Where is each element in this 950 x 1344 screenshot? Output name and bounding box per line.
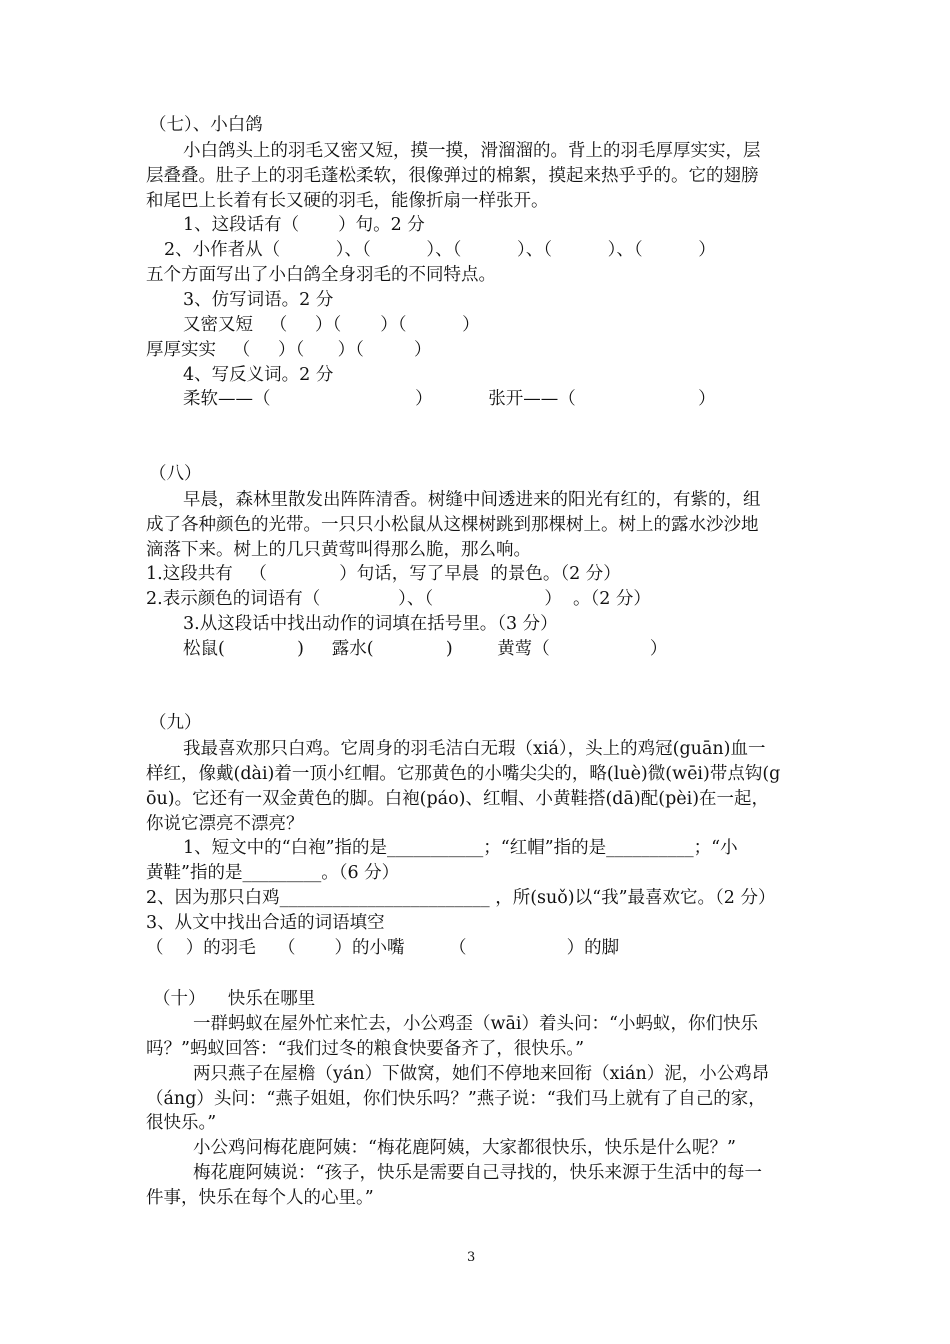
section-9-passage-line: 样红，像戴(dài)着一顶小红帽。它那黄色的小嘴尖尖的，略(luè)微(wēi)带点钩(g	[146, 764, 781, 784]
section-7-question-2: 2、小作者从（ ）、（ ）、（ ）、（ ）、（ ）	[164, 240, 716, 260]
section-7-title: （七）、小白鸽	[149, 115, 263, 135]
section-9-title: （九）	[149, 713, 202, 733]
section-9-passage-line: 你说它漂亮不漂亮？	[146, 814, 304, 834]
section-7-question-3-row-b: 厚厚实实 （ ）（ ）（ ）	[146, 340, 432, 360]
section-8-title: （八）	[149, 464, 202, 484]
section-10-passage-line: 小公鸡问梅花鹿阿姨：“梅花鹿阿姨，大家都很快乐，快乐是什么呢？”	[193, 1138, 736, 1158]
section-7-question-4-answers: 柔软——（ ） 张开——（ ）	[183, 389, 716, 409]
section-7-passage-line: 层叠叠。肚子上的羽毛蓬松柔软，很像弹过的棉絮，摸起来热乎乎的。它的翅膀	[146, 166, 759, 186]
section-10-passage-line: 件事，快乐在每个人的心里。”	[146, 1188, 374, 1208]
section-7-passage-line: 和尾巴上长着有长又硬的羽毛，能像折扇一样张开。	[146, 191, 549, 211]
section-7-question-1: 1、这段话有（ ）句。2 分	[183, 215, 425, 235]
section-8-passage-line: 滴落下来。树上的几只黄莺叫得那么脆，那么响。	[146, 540, 531, 560]
section-8-question-3: 3.从这段话中找出动作的词填在括号里。（3 分）	[183, 614, 558, 634]
section-8-question-1: 1.这段共有 （ ）句话，写了早晨 的景色。（2 分）	[146, 564, 621, 584]
section-8-question-3-answers: 松鼠( ) 露水( ) 黄莺（ ）	[183, 639, 668, 659]
section-9-question-3-answers: （ ）的羽毛 （ ）的小嘴 （ ）的脚	[146, 938, 620, 958]
section-7-question-3: 3、仿写词语。2 分	[183, 290, 334, 310]
section-9-passage-line: ōu)。它还有一双金黄色的脚。白袍(páo)、红帽、小黄鞋搭(dā)配(pèi)在一起，	[146, 789, 770, 809]
section-10-passage-line: 两只燕子在屋檐（yán）下做窝，她们不停地来回衔（xián）泥，小公鸡昂	[193, 1064, 770, 1084]
section-7-question-2-cont: 五个方面写出了小白鸽全身羽毛的不同特点。	[146, 265, 496, 285]
section-7-passage-line: 小白鸽头上的羽毛又密又短，摸一摸，滑溜溜的。背上的羽毛厚厚实实，层	[183, 141, 761, 161]
section-9-question-1: 1、短文中的“白袍”指的是___________；“红帽”指的是__________；“小	[183, 838, 738, 858]
section-10-passage-line: 吗？”蚂蚁回答：“我们过冬的粮食快要备齐了，很快乐。”	[146, 1039, 585, 1059]
section-8-passage-line: 成了各种颜色的光带。一只只小松鼠从这棵树跳到那棵树上。树上的露水沙沙地	[146, 515, 759, 535]
section-9-question-2: 2、因为那只白鸡________________________ ，所(suǒ)以“我”最喜欢它。（2 分）	[146, 888, 776, 908]
section-7-question-3-row-a: 又密又短 （ ）（ ）（ ）	[183, 315, 480, 335]
section-8-question-2: 2.表示颜色的词语有（ ）、（ ） 。（2 分）	[146, 589, 651, 609]
page-number: 3	[467, 1250, 476, 1265]
section-10-title: （十） 快乐在哪里	[153, 989, 316, 1009]
section-10-passage-line: （áng）头问：“燕子姐姐，你们快乐吗？”燕子说：“我们马上就有了自己的家，	[146, 1089, 766, 1109]
section-9-passage-line: 我最喜欢那只白鸡。它周身的羽毛洁白无瑕（xiá），头上的鸡冠(guān)血一	[183, 739, 766, 759]
section-10-passage-line: 一群蚂蚁在屋外忙来忙去，小公鸡歪（wāi）着头问：“小蚂蚁，你们快乐	[193, 1014, 758, 1034]
section-8-passage-line: 早晨，森林里散发出阵阵清香。树缝中间透进来的阳光有红的，有紫的，组	[183, 490, 761, 510]
section-9-question-1-cont: 黄鞋”指的是_________。（6 分）	[146, 863, 400, 883]
section-7-question-4: 4、写反义词。2 分	[183, 365, 334, 385]
section-10-passage-line: 梅花鹿阿姨说：“孩子，快乐是需要自己寻找的，快乐来源于生活中的每一	[193, 1163, 762, 1183]
section-10-passage-line: 很快乐。”	[146, 1113, 217, 1133]
section-9-question-3: 3、从文中找出合适的词语填空	[146, 913, 385, 933]
